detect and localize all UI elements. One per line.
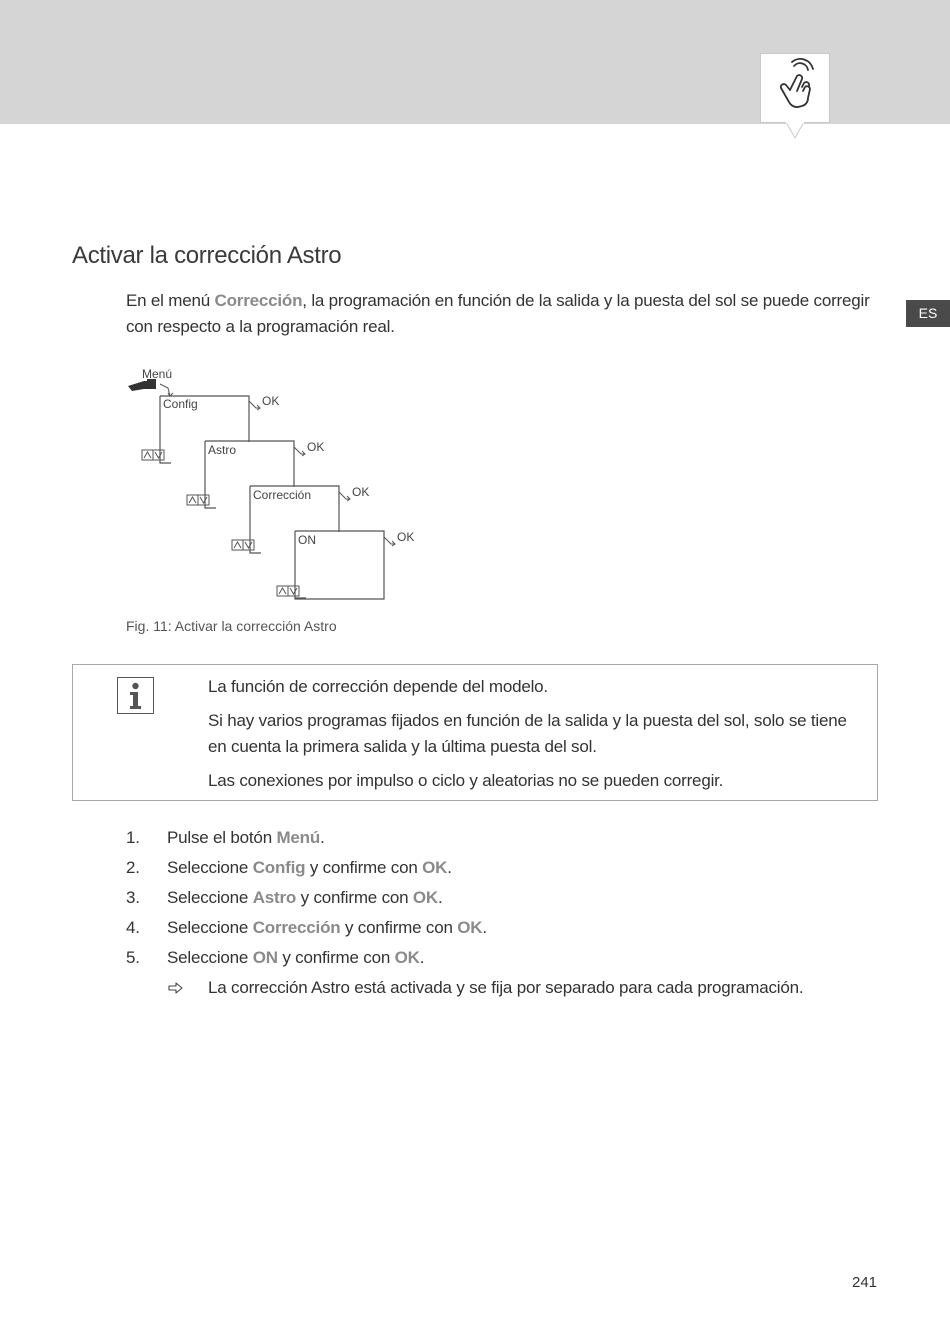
step-number: 5.	[126, 948, 140, 967]
step-text: Pulse el botón Menú.	[167, 828, 325, 847]
result-text: La corrección Astro está activada y se fija por separado para cada programación.	[208, 978, 804, 997]
ok-label: OK	[352, 485, 370, 499]
ok-press-arrow-icon	[384, 537, 395, 546]
instruction-steps	[126, 823, 886, 1003]
ui-term: ON	[252, 948, 278, 967]
menu-navigation-diagram	[120, 360, 430, 610]
up-down-buttons-icon	[187, 495, 209, 505]
page-number: 241	[852, 1274, 878, 1291]
step-number: 2.	[126, 858, 140, 877]
ui-term: Config	[252, 858, 306, 877]
touch-hand-icon-box	[760, 53, 830, 123]
callout-pointer	[786, 122, 804, 140]
ok-label: OK	[397, 530, 415, 544]
step-text: Seleccione ON y confirme con OK.	[167, 948, 425, 967]
ui-term: Astro	[252, 888, 297, 907]
step-item	[126, 853, 886, 883]
ui-term: OK	[394, 948, 420, 967]
up-down-buttons-icon	[277, 586, 299, 596]
intro-paragraph	[126, 288, 886, 340]
language-tab: ES	[906, 300, 950, 327]
up-down-buttons-icon	[232, 540, 254, 550]
section-title: Activar la corrección Astro	[72, 242, 342, 269]
info-icon	[117, 677, 154, 714]
step-item	[126, 913, 886, 943]
result-item	[126, 973, 886, 1003]
step-number: 4.	[126, 918, 140, 937]
arrow-right-outline-icon	[168, 982, 184, 994]
note-paragraph: La función de corrección depende del modelo.	[208, 677, 548, 696]
ok-press-arrow-icon	[249, 401, 260, 410]
step-text: Seleccione Corrección y confirme con OK.	[167, 918, 487, 937]
ok-press-arrow-icon	[294, 447, 305, 456]
note-paragraph: Las conexiones por impulso o ciclo y aleatorias no se pueden corregir.	[208, 771, 724, 790]
step-number: 1.	[126, 828, 140, 847]
intro-before: En el menú	[126, 291, 215, 310]
ok-press-arrow-icon	[339, 492, 350, 501]
menu-press-arrow-icon	[160, 384, 173, 396]
step-number: 3.	[126, 888, 140, 907]
touch-hand-icon	[761, 54, 829, 122]
ok-label: OK	[262, 394, 280, 408]
ui-term: OK	[422, 858, 448, 877]
box-label-on: ON	[298, 533, 316, 547]
step-item	[126, 883, 886, 913]
box-label-correccion: Corrección	[253, 488, 312, 502]
box-label-astro: Astro	[208, 443, 237, 457]
step-text: Seleccione Config y confirme con OK.	[167, 858, 452, 877]
step-text: Seleccione Astro y confirme con OK.	[167, 888, 443, 907]
intro-after: , la programación en función de la salida y la puesta del sol se puede corregir con respecto a la programación real.	[126, 291, 870, 336]
menu-label: Menú	[142, 367, 173, 381]
intro-menu-term: Corrección	[214, 291, 303, 310]
box-label-config: Config	[163, 397, 198, 411]
step-item	[126, 943, 886, 973]
ui-term: Menú	[276, 828, 321, 847]
note-paragraph: Si hay varios programas fijados en función de la salida y la puesta del sol, solo se tiene en cuenta la primera salida y la última puesta del sol.	[208, 711, 847, 756]
ui-term: OK	[412, 888, 439, 907]
ok-label: OK	[307, 440, 325, 454]
info-note-text	[208, 674, 858, 802]
figure-caption: Fig. 11: Activar la corrección Astro	[126, 618, 337, 634]
ui-term: Corrección	[252, 918, 341, 937]
step-item	[126, 823, 886, 853]
ui-term: OK	[457, 918, 483, 937]
up-down-buttons-icon	[142, 450, 164, 460]
